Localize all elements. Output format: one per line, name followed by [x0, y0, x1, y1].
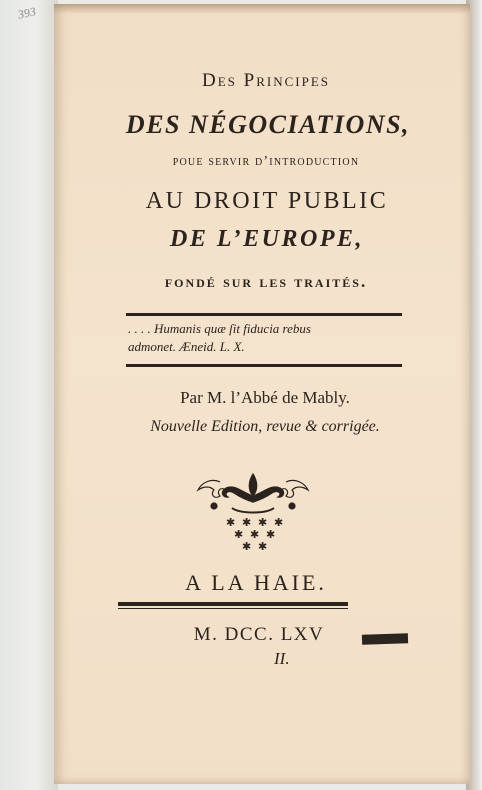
svg-text:✱: ✱ [226, 517, 236, 529]
pencil-margin-note: 393 [16, 4, 38, 22]
ink-correction-strip [362, 633, 408, 645]
title-line-3: poue servir d’introduction [172, 154, 360, 169]
svg-text:✱: ✱ [234, 529, 244, 541]
epigraph [128, 320, 410, 356]
svg-text:✱: ✱ [266, 529, 276, 541]
imprint-place: A LA HAIE. [185, 570, 327, 595]
title-line-5: DE L’EUROPE, [169, 226, 364, 252]
svg-text:✱: ✱ [258, 541, 268, 553]
top-rule [126, 313, 402, 316]
handwritten-year-addition: II. [274, 649, 290, 668]
svg-text:✱: ✱ [250, 529, 260, 541]
background-left-edge [0, 0, 58, 790]
epigraph-line-2: admonet. Æneid. L. X. [128, 339, 245, 354]
title-line-4: AU DROIT PUBLIC [145, 188, 389, 214]
edition-line: Nouvelle Edition, revue & corrigée. [150, 418, 380, 435]
title-line-2: DES NÉGOCIATIONS, [125, 110, 411, 139]
author-line: Par M. l’Abbé de Mably. [180, 388, 350, 407]
svg-text:✱: ✱ [242, 517, 252, 529]
title-line-1: Des Principes [202, 70, 330, 91]
bottom-rule [126, 364, 402, 367]
svg-text:✱: ✱ [242, 541, 252, 553]
imprint-year: M. DCC. LXV [193, 624, 325, 645]
imprint-rule-thick [118, 602, 348, 606]
title-page [54, 4, 470, 784]
svg-text:✱: ✱ [258, 517, 268, 529]
svg-text:✱: ✱ [274, 517, 284, 529]
fleuron-ornament-icon [192, 470, 314, 556]
title-line-6: fondé sur les traités. [164, 272, 368, 291]
epigraph-line-1: . . . . Humanis quæ ſit fiducia rebus [128, 321, 311, 336]
imprint-rule-thin [118, 608, 348, 609]
